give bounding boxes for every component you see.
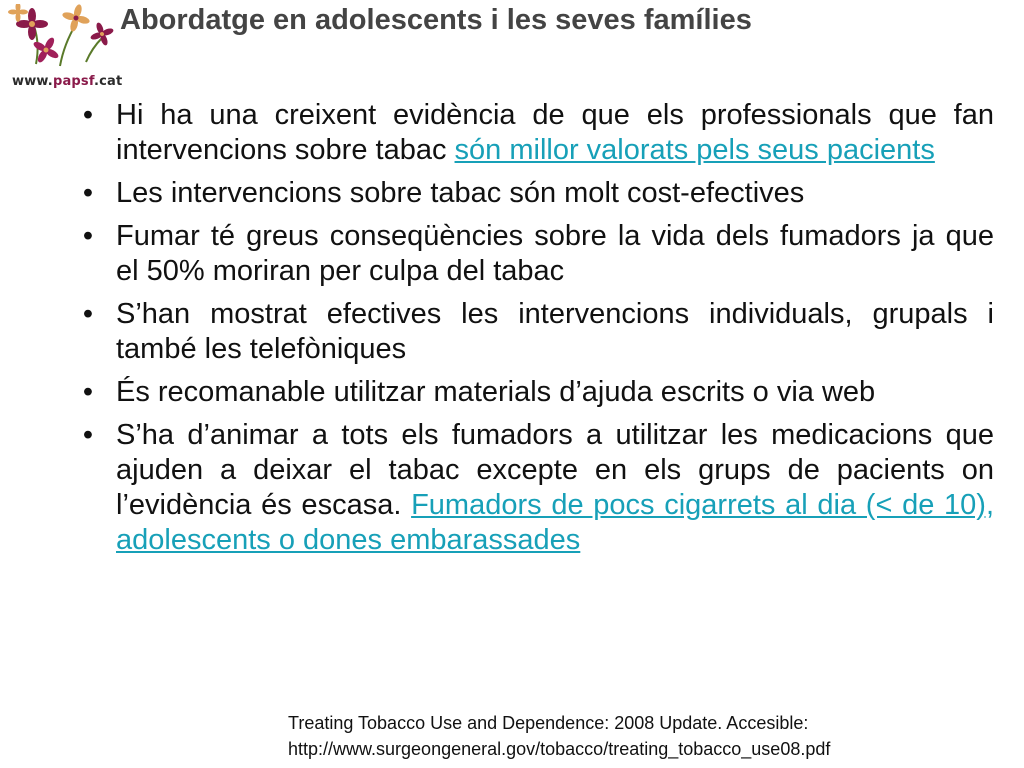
papsf-logo [6,4,123,94]
logo-url [12,74,122,89]
bullet-text: Fumar té greus conseqüències sobre la vida dels fumadors ja que el 50% moriran per culpa del tabac [116,220,994,287]
logo-url-prefix: www. [12,74,53,89]
bullet-text: S’ha d’animar a tots els fumadors a utilitzar les medicacions que ajuden a deixar el tabac excepte en els grups de pacients on l’evidència és escasa. [116,419,994,521]
bullet-marker: • [82,419,94,451]
reference-url: http://www.surgeongeneral.gov/tobacco/treating_tobacco_use08.pdf [288,739,831,759]
bullet-marker: • [82,220,94,252]
bullet-marker: • [82,376,94,408]
flower-logo-icon [6,4,114,74]
bullet-marker: • [82,99,94,131]
bullet-item [76,176,994,211]
bullet-item [76,375,994,410]
logo-url-suffix: .cat [94,74,123,89]
bullet-item [76,297,994,367]
bullet-text: S’han mostrat efectives les intervencions individuals, grupals i també les telefòniques [116,298,994,365]
bullet-list [76,98,994,566]
bullet-marker: • [82,177,94,209]
bullet-item [76,98,994,168]
reference-citation [288,710,830,762]
bullet-text: Les intervencions sobre tabac són molt cost-efectives [116,177,805,209]
reference-title: Treating Tobacco Use and Dependence: 2008 Update. Accesible: [288,713,809,733]
bullet-item [76,219,994,289]
link-fumadors-pocs-cigarrets[interactable]: Fumadors de pocs cigarrets al dia (< de 10), adolescents o dones embarassades [116,489,994,556]
slide-title: Abordatge en adolescents i les seves famílies [120,4,752,36]
link-valorats[interactable]: són millor valorats pels seus pacients [454,134,935,166]
bullet-text: És recomanable utilitzar materials d’ajuda escrits o via web [116,376,876,408]
bullet-marker: • [82,298,94,330]
bullet-text: Hi ha una creixent evidència de que els professionals que fan intervencions sobre tabac [116,99,994,166]
bullet-item [76,418,994,558]
logo-url-name: papsf [52,74,95,89]
